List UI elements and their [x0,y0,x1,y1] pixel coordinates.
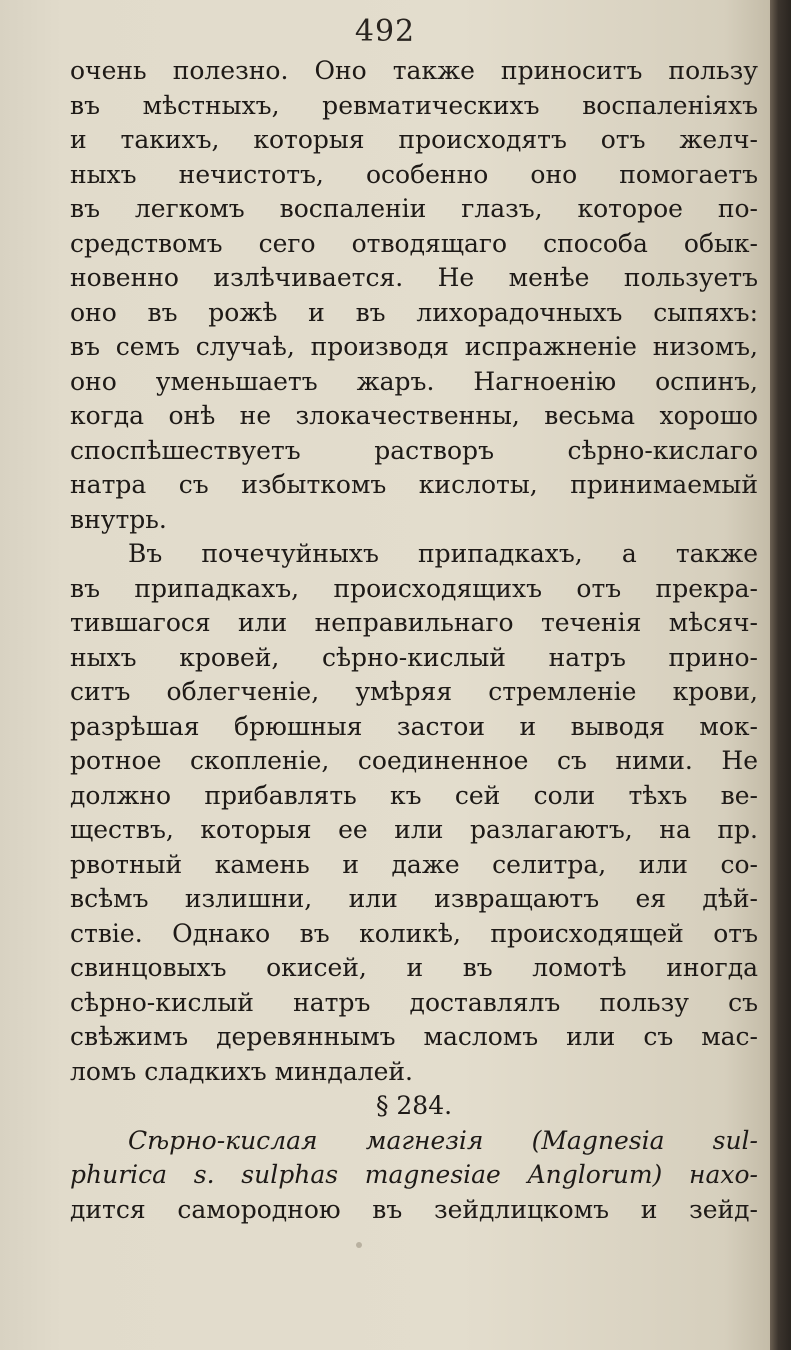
text-line: очень полезно. Оно также приноситъ пользу [70,56,758,85]
text-line: Сѣрно-кислая магнезія (Magnesia sul- [128,1125,758,1155]
text-line: разрѣшая брюшныя застои и выводя мок- [70,711,758,741]
text-line: рвотный камень и даже селитра, или со- [70,849,758,879]
text-line: споспѣшествуетъ растворъ сѣрно-кислаго [70,435,758,465]
text-line: ществъ, которыя ее или разлагаютъ, на пр. [70,815,758,844]
text-line: должно прибавлять къ сей соли тѣхъ ве- [70,780,758,810]
text-line: phurica s. sulphas magnesiae Anglorum) нахо- [70,1160,758,1189]
text-line: ротное скопленіе, соединенное съ ними. Не [70,746,758,775]
text-line: въ мѣстныхъ, ревматическихъ воспаленіяхъ [70,90,758,120]
text-line: оно въ рожѣ и въ лихорадочныхъ сыпяхъ: [70,297,758,327]
text-line: ломъ сладкихъ миндалей. [70,1056,414,1086]
page-number: 492 [354,14,416,49]
text-line: свинцовыхъ окисей, и въ ломотѣ иногда [70,953,758,982]
section-heading: § 284. [375,1091,453,1120]
text-line: въ легкомъ воспаленіи глазъ, которое по- [70,194,758,223]
book-binding-edge [770,0,791,1350]
text-line: новенно излѣчивается. Не менѣе пользуетъ [70,263,758,292]
text-line: ныхъ нечистотъ, особенно оно помогаетъ [70,159,758,189]
text-line: средствомъ сего отводящаго способа обык- [70,228,758,258]
text-line: Въ почечуйныхъ припадкахъ, а также [128,539,758,568]
text-line: натра съ избыткомъ кислоты, принимаемый [70,470,758,499]
text-line: дится самородною въ зейдлицкомъ и зейд- [70,1194,758,1224]
text-line: тившагося или неправильнаго теченія мѣсяч- [70,608,758,637]
text-line: ситъ облегченіе, умѣряя стремленіе крови, [70,677,758,706]
text-line: сѣрно-кислый натръ доставлялъ пользу съ [70,987,758,1017]
text-line: оно уменьшаетъ жаръ. Нагноенію оспинъ, [70,366,758,396]
text-line: внутрь. [70,504,167,534]
text-line: въ припадкахъ, происходящихъ отъ прекра- [70,573,758,603]
text-line: ствіе. Однако въ коликѣ, происходящей отъ [70,918,758,948]
text-line: ныхъ кровей, сѣрно-кислый натръ прино- [70,642,758,672]
page-body [70,54,758,1227]
text-line: и такихъ, которыя происходятъ отъ желч- [70,125,758,154]
text-line: въ семъ случаѣ, производя испражненіе низомъ, [70,332,758,361]
text-line: всѣмъ излишни, или извращаютъ ея дѣй- [70,884,758,913]
text-line: когда онѣ не злокачественны, весьма хорошо [70,401,758,430]
paper-speck [356,1242,362,1248]
text-line: свѣжимъ деревяннымъ масломъ или съ мас- [70,1022,758,1051]
